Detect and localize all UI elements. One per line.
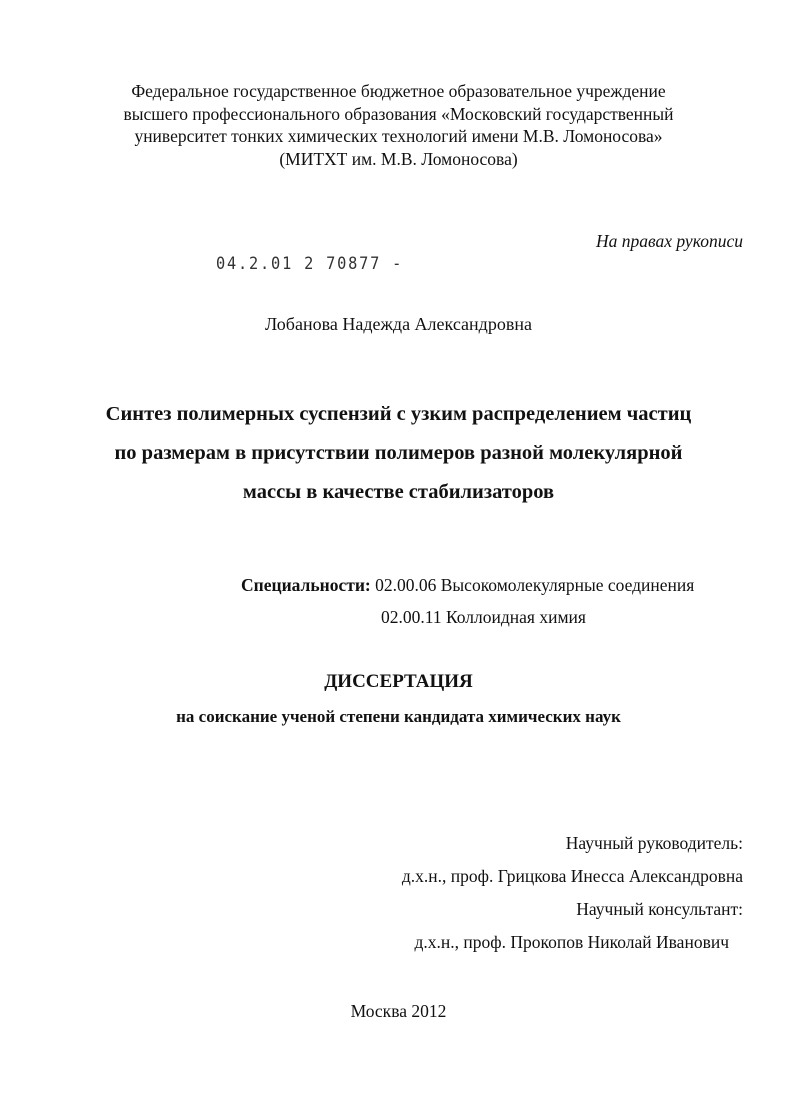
specialty-item: 02.00.06 Высокомолекулярные соединения — [375, 575, 695, 595]
consultant-name: д.х.н., проф. Прокопов Николай Иванович — [414, 932, 729, 952]
institution-line: (МИТХТ им. М.В. Ломоносова) — [279, 148, 518, 169]
institution-block — [0, 80, 797, 170]
document-type: ДИССЕРТАЦИЯ — [324, 671, 473, 692]
specialty-line-1 — [241, 575, 694, 596]
title-line: Синтез полимерных суспензий с узким распределением частиц — [105, 403, 692, 425]
dissertation-title — [0, 395, 797, 512]
title-line: массы в качестве стабилизаторов — [242, 481, 555, 503]
stamp-number: 04.2.01 2 70877 - — [216, 254, 404, 274]
city-year: Москва 2012 — [350, 1001, 447, 1021]
author-name: Лобанова Надежда Александровна — [265, 314, 532, 334]
advisor-name: д.х.н., проф. Грицкова Инесса Александровна — [401, 866, 743, 886]
specialty-item: 02.00.11 Коллоидная химия — [381, 607, 586, 627]
institution-line: Федеральное государственное бюджетное образовательное учреждение — [131, 81, 666, 101]
advisor-label: Научный руководитель: — [565, 833, 743, 853]
institution-line: высшего профессионального образования «Московский государственный — [123, 103, 674, 124]
title-line: по размерам в присутствии полимеров разной молекулярной — [114, 442, 683, 464]
degree-line: на соискание ученой степени кандидата химических наук — [176, 707, 621, 726]
manuscript-rights: На правах рукописи — [596, 231, 743, 251]
consultant-label: Научный консультант: — [576, 899, 743, 919]
institution-line: университет тонких химических технологий имени М.В. Ломоносова» — [134, 126, 663, 146]
specialties-label: Специальности: — [241, 575, 371, 595]
